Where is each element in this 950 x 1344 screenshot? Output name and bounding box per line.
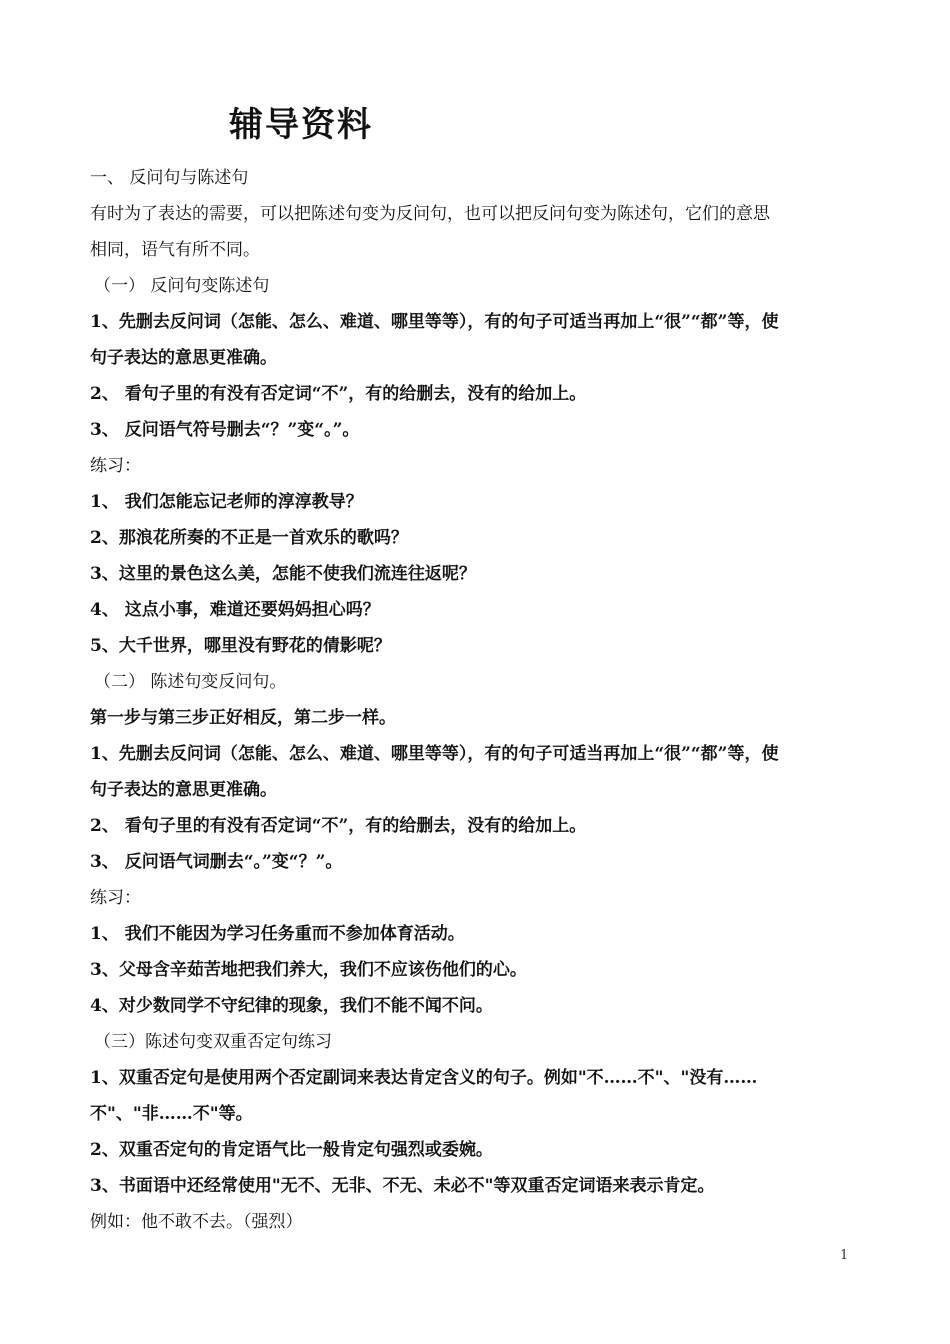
rule-line: 3、 反问语气词删去“。”变“？”。 xyxy=(90,852,343,872)
rule-line: 3、书面语中还经常使用"无不、无非、不无、未必不"等双重否定词语来表示肯定。 xyxy=(90,1176,715,1196)
rule-line: 1、双重否定句是使用两个否定副词来表达肯定含义的句子。例如"不……不"、"没有…… xyxy=(90,1068,758,1088)
exercise-item: 3、这里的景色这么美，怎能不使我们流连往返呢？ xyxy=(90,564,476,584)
subsection-heading: （三）陈述句变双重否定句练习 xyxy=(94,1032,332,1052)
page-number: 1 xyxy=(840,1248,849,1263)
example-line: 例如：他不敢不去。（强烈） xyxy=(90,1212,303,1232)
exercise-heading: 练习： xyxy=(90,456,141,476)
rule-line: 2、 看句子里的有没有否定词“不”，有的给删去，没有的给加上。 xyxy=(90,816,587,836)
paragraph-line: 第一步与第三步正好相反，第二步一样。 xyxy=(90,708,396,728)
exercise-item: 4、对少数同学不守纪律的现象，我们不能不闻不问。 xyxy=(90,996,493,1016)
rule-line: 句子表达的意思更准确。 xyxy=(90,780,277,800)
paragraph-line: 相同，语气有所不同。 xyxy=(90,240,260,260)
exercise-item: 4、 这点小事，难道还要妈妈担心吗？ xyxy=(90,600,380,620)
subsection-heading: （一） 反问句变陈述句 xyxy=(94,276,270,296)
rule-line: 句子表达的意思更准确。 xyxy=(90,348,277,368)
subsection-heading: （二） 陈述句变反问句。 xyxy=(94,672,287,692)
rule-line: 不"、"非……不"等。 xyxy=(90,1104,253,1124)
exercise-item: 1、 我们怎能忘记老师的淳淳教导？ xyxy=(90,492,363,512)
exercise-item: 2、那浪花所奏的不正是一首欢乐的歌吗？ xyxy=(90,528,408,548)
exercise-item: 3、父母含辛茹苦地把我们养大，我们不应该伤他们的心。 xyxy=(90,960,527,980)
section-heading: 一、 反问句与陈述句 xyxy=(90,168,249,188)
rule-line: 1、先删去反问词（怎能、怎么、难道、哪里等等），有的句子可适当再加上“很”“都”等，使 xyxy=(90,312,779,332)
paragraph-line: 有时为了表达的需要，可以把陈述句变为反问句，也可以把反问句变为陈述句，它们的意思 xyxy=(90,204,770,224)
rule-line: 2、 看句子里的有没有否定词“不”，有的给删去，没有的给加上。 xyxy=(90,384,587,404)
exercise-heading: 练习： xyxy=(90,888,141,908)
rule-line: 3、 反问语气符号删去“？”变“。”。 xyxy=(90,420,360,440)
document-body xyxy=(90,160,860,1240)
exercise-item: 5、大千世界，哪里没有野花的倩影呢？ xyxy=(90,636,391,656)
rule-line: 2、双重否定句的肯定语气比一般肯定句强烈或委婉。 xyxy=(90,1140,493,1160)
exercise-item: 1、 我们不能因为学习任务重而不参加体育活动。 xyxy=(90,924,465,944)
document-title: 辅导资料 xyxy=(229,105,373,145)
rule-line: 1、先删去反问词（怎能、怎么、难道、哪里等等），有的句子可适当再加上“很”“都”等，使 xyxy=(90,744,779,764)
